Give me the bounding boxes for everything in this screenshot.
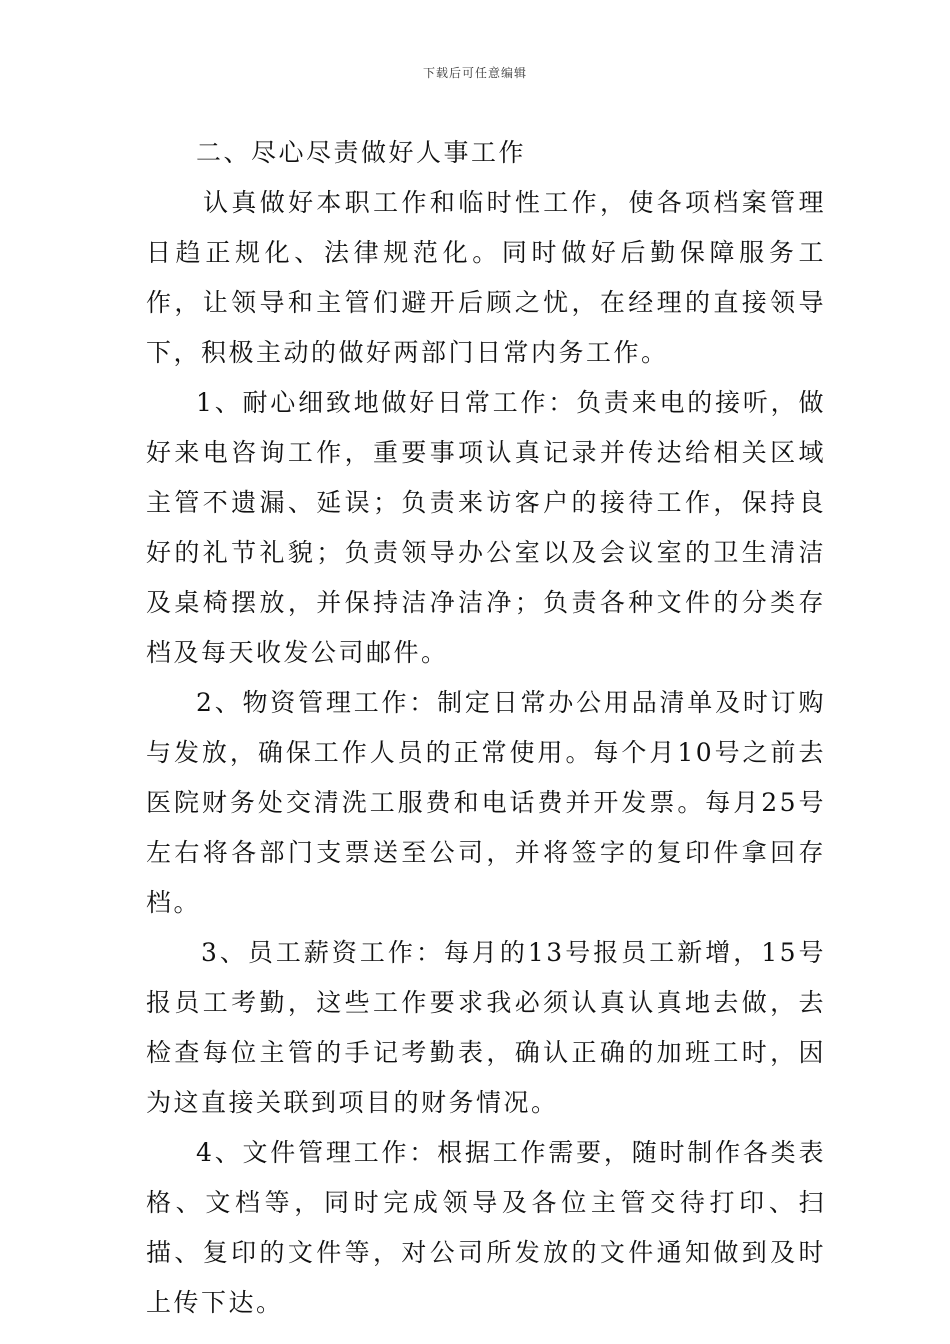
section-heading: 二、尽心尽责做好人事工作: [196, 138, 527, 167]
item-2-paragraph: 2、物资管理工作：制定日常办公用品清单及时订购与发放，确保工作人员的正常使用。每个月10号之前去医院财务处交清洗工服费和电话费并开发票。每月25号左右将各部门支票送至公司，并将签字的复印件拿回存档。: [146, 688, 826, 917]
item-3-paragraph: 3、员工薪资工作：每月的13号报员工新增，15号报员工考勤，这些工作要求我必须认真认真地去做，去检查每位主管的手记考勤表，确认正确的加班工时，因为这直接关联到项目的财务情况。: [146, 938, 826, 1117]
header-note: 下载后可任意编辑: [422, 66, 527, 80]
item-4-paragraph: 4、文件管理工作：根据工作需要，随时制作各类表格、文档等，同时完成领导及各位主管交待打印、扫描、复印的文件等，对公司所发放的文件通知做到及时上传下达。: [146, 1138, 826, 1317]
item-1-paragraph: 1、耐心细致地做好日常工作：负责来电的接听，做好来电咨询工作，重要事项认真记录并传达给相关区域主管不遗漏、延误；负责来访客户的接待工作，保持良好的礼节礼貌；负责领导办公室以及会议室的卫生清洁及桌椅摆放，并保持洁净洁净；负责各种文件的分类存档及每天收发公司邮件。: [146, 388, 826, 667]
document-body: [146, 128, 826, 1328]
intro-paragraph: 认真做好本职工作和临时性工作，使各项档案管理日趋正规化、法律规范化。同时做好后勤保障服务工作，让领导和主管们避开后顾之忧，在经理的直接领导下，积极主动的做好两部门日常内务工作。: [146, 188, 826, 367]
